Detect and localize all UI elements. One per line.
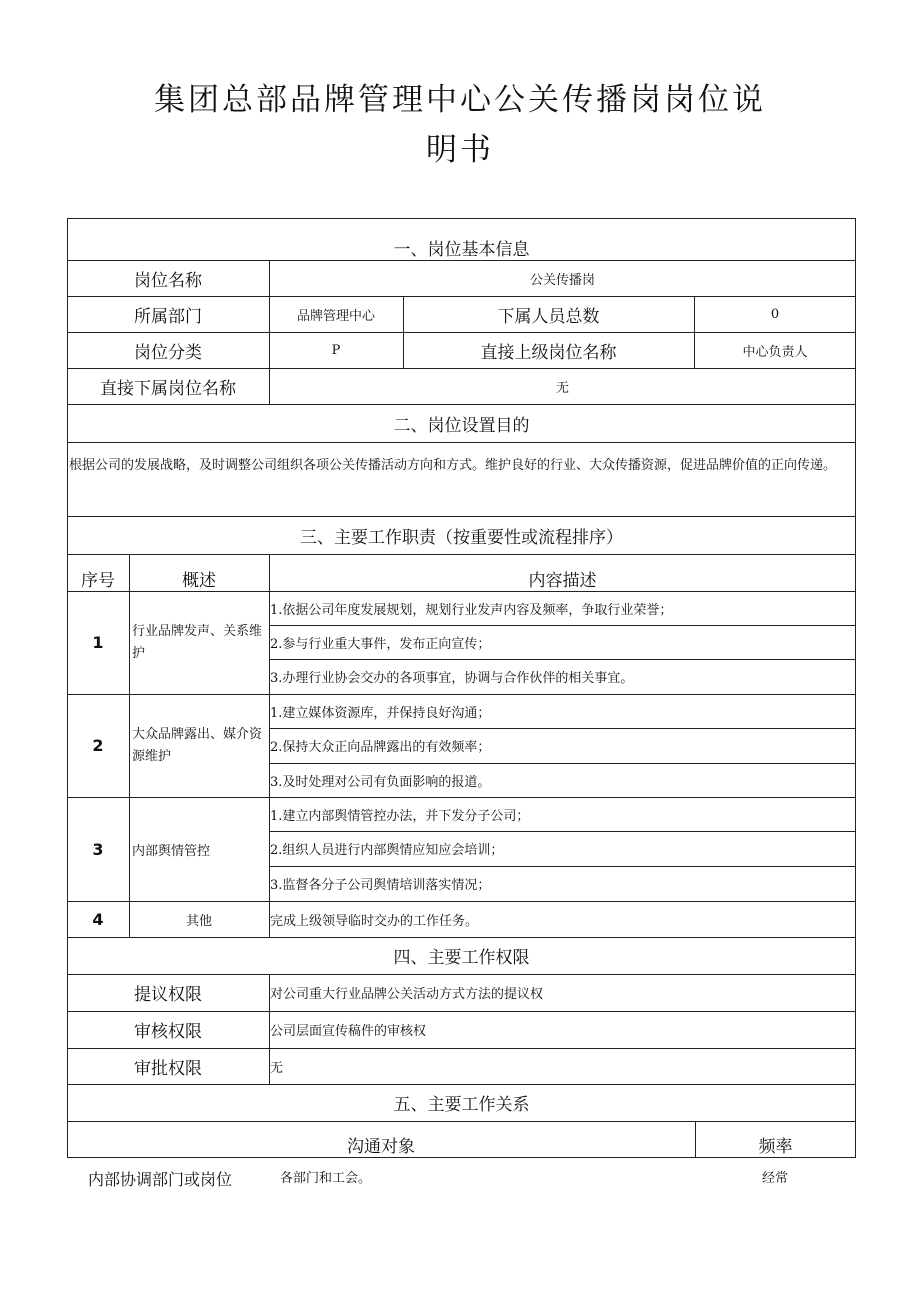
- section4-heading: 四、主要工作权限: [393, 948, 530, 968]
- col-summary-header: 概述: [182, 571, 216, 591]
- duty-detail: 1.建立媒体资源库，并保持良好沟通；: [270, 705, 491, 721]
- duty-number: 3: [92, 839, 104, 859]
- col-desc-header: 内容描述: [528, 571, 597, 591]
- subordinates-label: 下属人员总数: [497, 306, 600, 327]
- duty-summary: 内部舆情管控: [132, 843, 211, 859]
- duty-detail: 3.办理行业协会交办的各项事宜，协调与合作伙伴的相关事宜。: [270, 671, 634, 686]
- review-label: 审核权限: [134, 1022, 202, 1042]
- propose-label: 提议权限: [134, 985, 202, 1005]
- review-value: 公司层面宣传稿件的审核权: [270, 1024, 427, 1039]
- propose-value: 对公司重大行业品牌公关活动方式方法的提议权: [270, 987, 544, 1002]
- sub-post-label: 直接下属岗位名称: [100, 378, 236, 399]
- category-value: P: [331, 342, 341, 358]
- duty-number: 1: [92, 633, 104, 652]
- internal-relation-frequency: 经常: [762, 1171, 789, 1186]
- category-label: 岗位分类: [134, 342, 202, 363]
- col-no-header: 序号: [81, 571, 115, 591]
- internal-relation-label: 内部协调部门或岗位: [88, 1170, 233, 1189]
- col-freq-header: 频率: [758, 1137, 793, 1157]
- duty-detail: 3.及时处理对公司有负面影响的报道。: [270, 774, 491, 790]
- duty-number: 2: [92, 736, 104, 755]
- superior-value: 中心负责人: [742, 344, 808, 360]
- section2-heading: 二、岗位设置目的: [393, 415, 530, 436]
- document-title-line2: 明书: [426, 132, 494, 168]
- duty-detail: 3.监督各分子公司舆情培训落实情况；: [270, 878, 491, 893]
- duty-summary: 行业品牌发声、关系维护: [132, 623, 263, 661]
- duty-detail: 2.组织人员进行内部舆情应知应会培训；: [270, 843, 504, 858]
- section5-heading: 五、主要工作关系: [393, 1095, 530, 1115]
- superior-label: 直接上级岗位名称: [480, 342, 617, 363]
- purpose-text: 根据公司的发展战略，及时调整公司组织各项公关传播活动方向和方式。维护良好的行业、大众传播资源，促进品牌价值的正向传递。: [69, 458, 837, 473]
- section1-heading: 一、岗位基本信息: [393, 240, 530, 260]
- section3-heading: 三、主要工作职责（按重要性或流程排序）: [300, 527, 623, 548]
- duty-number: 4: [92, 909, 104, 929]
- duty-summary: 其他: [185, 913, 212, 929]
- document-title-line1: 集团总部品牌管理中心公关传播岗岗位说: [154, 82, 766, 118]
- duty-detail: 2.参与行业重大事件，发布正向宣传；: [270, 636, 491, 652]
- duty-detail: 1.建立内部舆情管控办法，并下发分子公司；: [270, 808, 530, 824]
- approve-label: 审批权限: [134, 1058, 202, 1079]
- subordinates-value: 0: [770, 306, 780, 322]
- duty-summary: 大众品牌露出、媒介资源维护: [132, 726, 263, 764]
- sub-post-value: 无: [555, 380, 569, 396]
- dept-label: 所属部门: [134, 306, 202, 327]
- post-name-value: 公关传播岗: [529, 272, 595, 288]
- post-name-label: 岗位名称: [134, 270, 202, 291]
- duty-detail: 完成上级领导临时交办的工作任务。: [270, 913, 479, 929]
- approve-value: 无: [270, 1060, 284, 1076]
- col-target-header: 沟通对象: [347, 1137, 415, 1157]
- dept-value: 品牌管理中心: [296, 308, 375, 324]
- duty-detail: 2.保持大众正向品牌露出的有效频率；: [270, 740, 491, 755]
- internal-relation-value: 各部门和工会。: [280, 1171, 372, 1186]
- duty-detail: 1.依据公司年度发展规划，规划行业发声内容及频率，争取行业荣誉；: [270, 602, 673, 618]
